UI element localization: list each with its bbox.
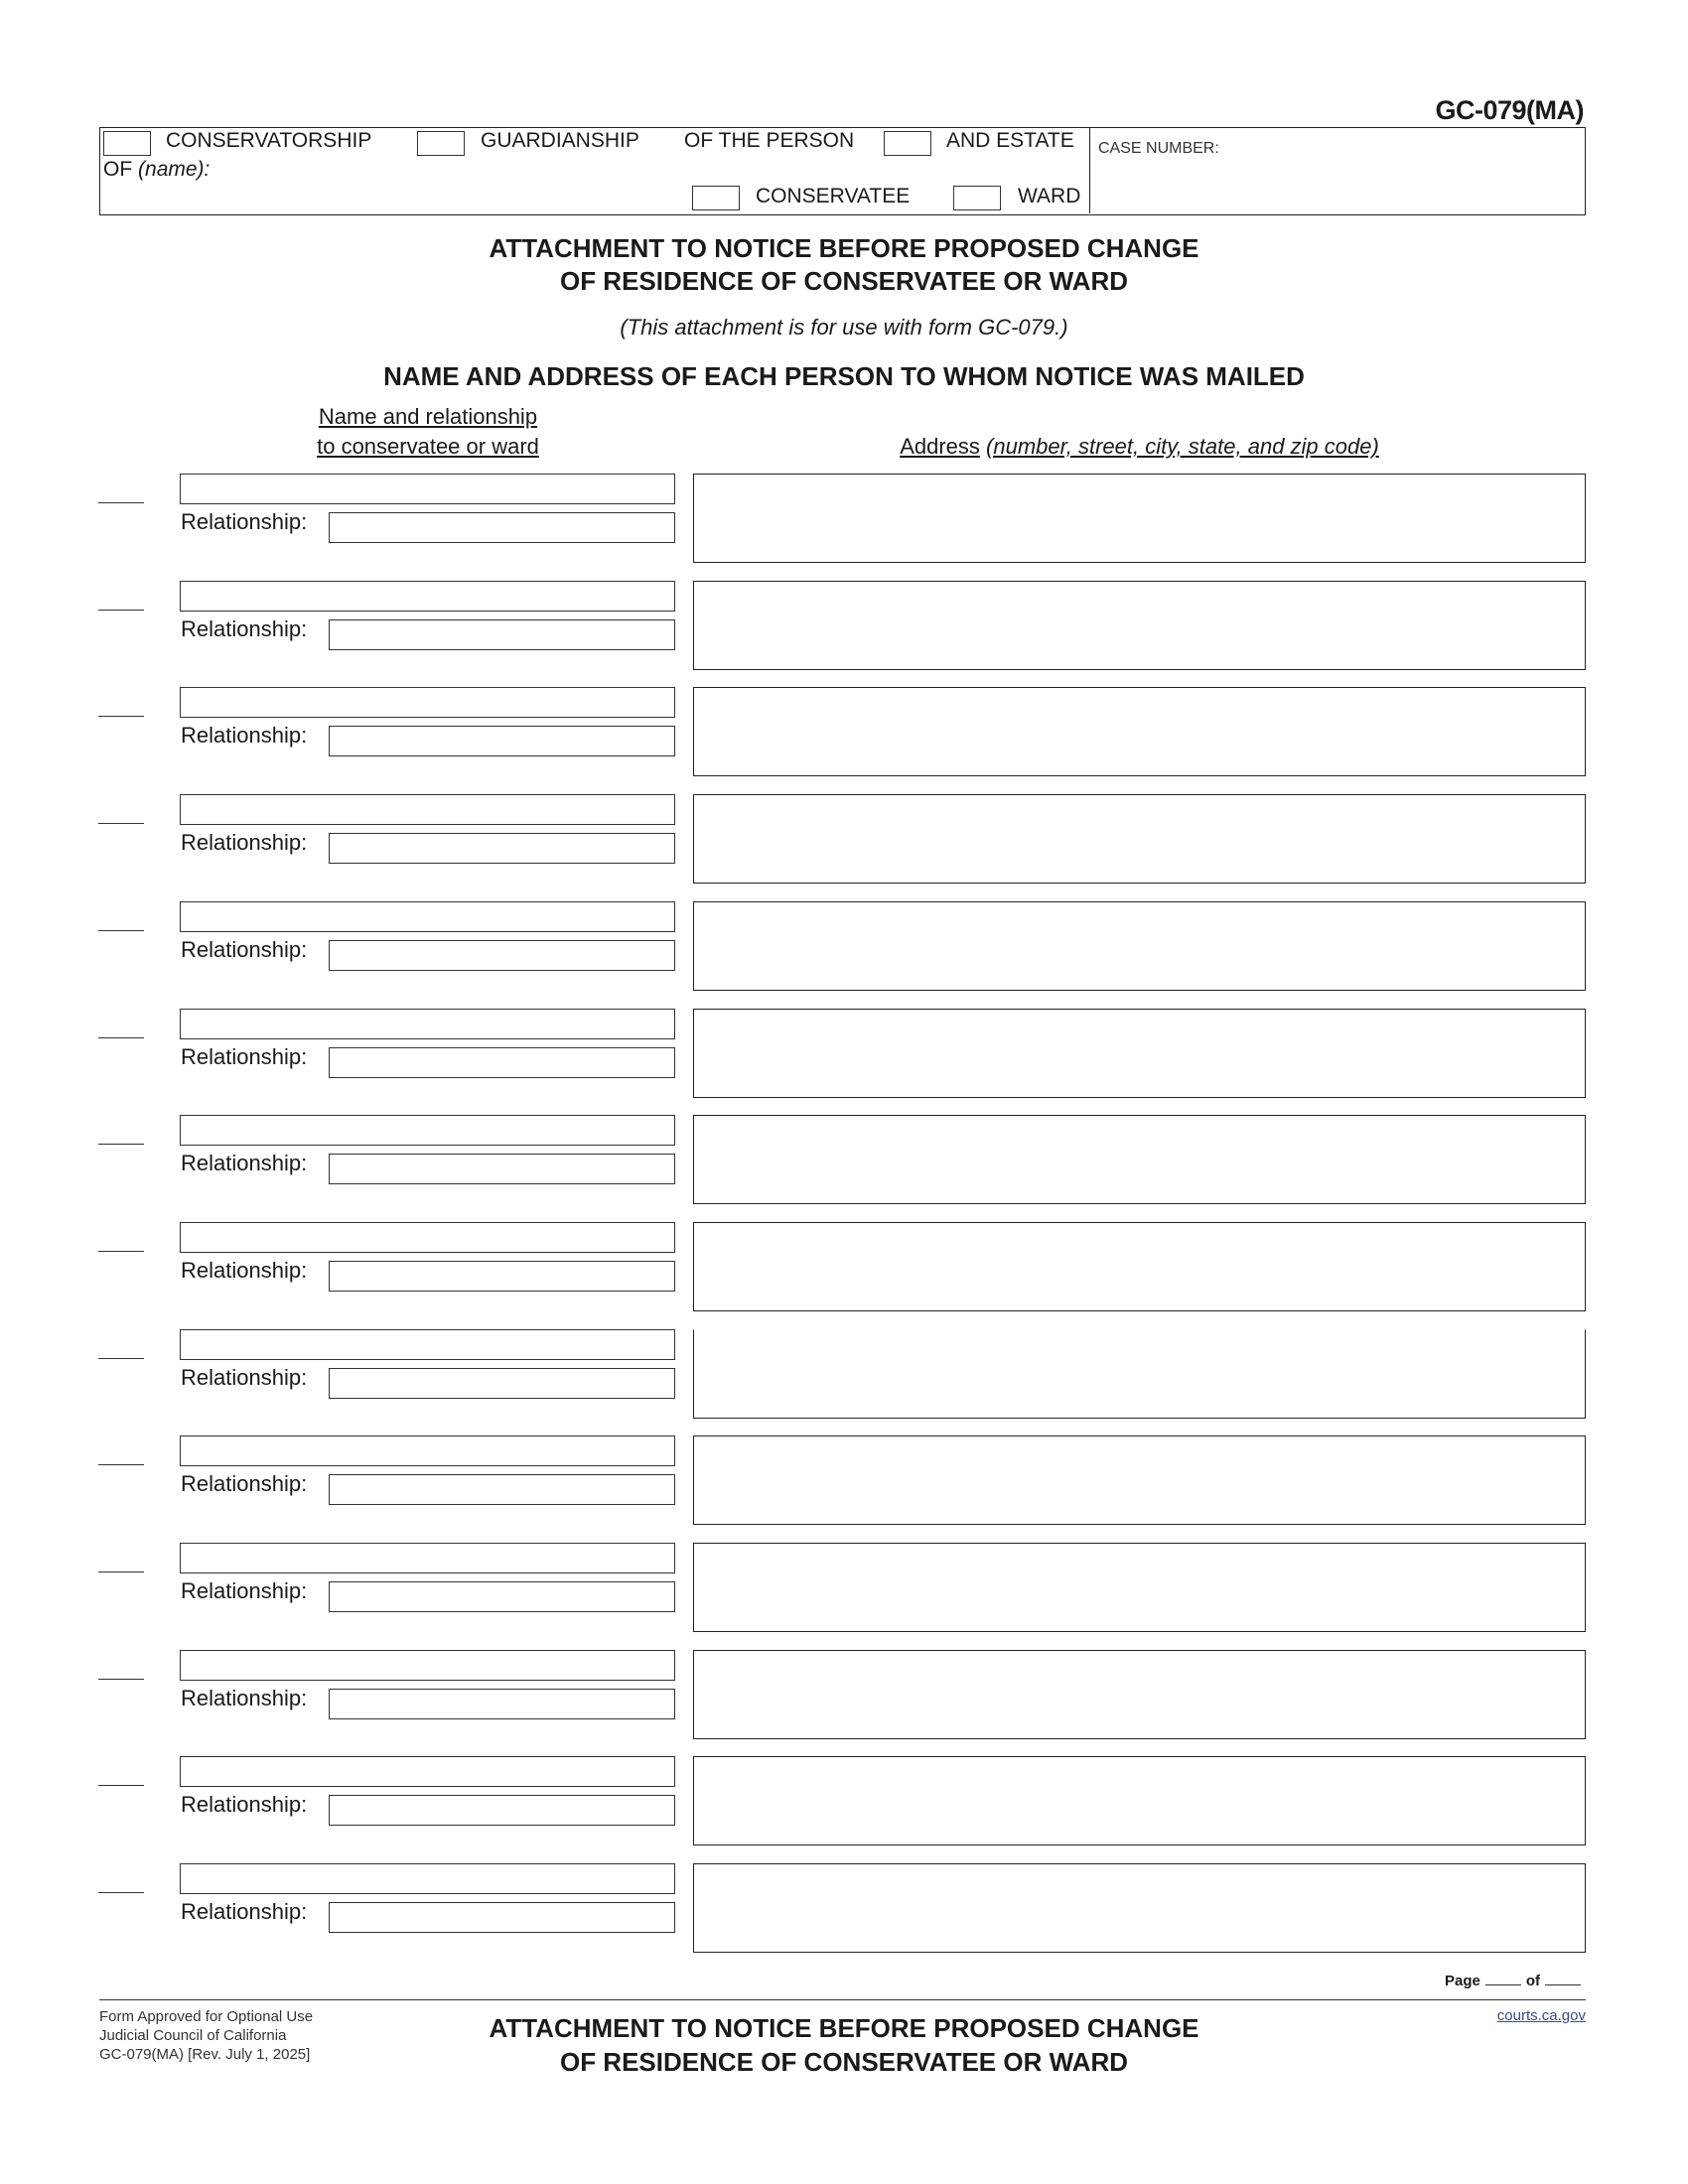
name-field[interactable] <box>180 1222 675 1253</box>
relationship-input[interactable] <box>330 513 674 542</box>
relationship-label: Relationship: <box>181 1151 308 1176</box>
relationship-label: Relationship: <box>181 1471 308 1497</box>
entry-number-blank[interactable] <box>98 1571 144 1572</box>
entry-row <box>0 1009 1688 1108</box>
relationship-field[interactable] <box>329 619 675 650</box>
name-label: (name): <box>138 158 211 181</box>
case-number-box <box>1089 128 1585 213</box>
footer-title <box>0 2011 1688 2079</box>
relationship-input[interactable] <box>330 1048 674 1077</box>
address-column-hint: (number, street, city, state, and zip code) <box>986 434 1379 459</box>
address-column-label: Address <box>900 434 980 459</box>
name-input[interactable] <box>181 475 674 503</box>
name-input[interactable] <box>181 795 674 824</box>
address-textarea[interactable] <box>694 582 1585 669</box>
relationship-input[interactable] <box>330 727 674 755</box>
name-field[interactable] <box>180 1543 675 1573</box>
relationship-input[interactable] <box>330 1475 674 1504</box>
relationship-field[interactable] <box>329 1368 675 1399</box>
form-code: GC-079(MA) <box>1435 95 1584 125</box>
address-column-header <box>693 432 1586 462</box>
name-field[interactable] <box>180 1009 675 1039</box>
guardianship-label: GUARDIANSHIP <box>481 129 639 152</box>
name-input[interactable] <box>181 1116 674 1145</box>
relationship-field[interactable] <box>329 1689 675 1719</box>
case-number-label: CASE NUMBER: <box>1098 140 1219 157</box>
name-field[interactable] <box>180 474 675 504</box>
address-field[interactable] <box>693 474 1586 563</box>
relationship-input[interactable] <box>330 834 674 863</box>
of-name-label <box>103 158 210 182</box>
address-field[interactable] <box>693 1115 1586 1204</box>
relationship-input[interactable] <box>330 941 674 970</box>
entry-number-blank[interactable] <box>98 1785 144 1786</box>
name-field[interactable] <box>180 901 675 932</box>
relationship-field[interactable] <box>329 512 675 543</box>
page-indicator <box>1445 1973 1586 1989</box>
relationship-label: Relationship: <box>181 723 308 749</box>
name-input[interactable] <box>181 582 674 611</box>
entry-number-blank[interactable] <box>98 1037 144 1038</box>
entry-number-blank[interactable] <box>98 1892 144 1893</box>
entry-number-blank[interactable] <box>98 930 144 931</box>
entry-row <box>0 1543 1688 1642</box>
page-total-blank[interactable] <box>1545 1984 1581 1985</box>
title-line-2: OF RESIDENCE OF CONSERVATEE OR WARD <box>559 266 1129 296</box>
address-field[interactable] <box>693 1009 1586 1098</box>
address-field[interactable] <box>693 1222 1586 1311</box>
name-column-header <box>279 402 577 462</box>
relationship-label: Relationship: <box>181 615 308 641</box>
entry-row <box>0 1756 1688 1855</box>
relationship-label: Relationship: <box>181 1043 308 1069</box>
address-field[interactable] <box>693 1863 1586 1953</box>
guardianship-checkbox[interactable] <box>417 131 465 156</box>
name-column-line-1: Name and relationship <box>318 404 538 429</box>
relationship-label: Relationship: <box>181 1257 308 1283</box>
relationship-field[interactable] <box>329 1581 675 1612</box>
conservatee-checkbox[interactable] <box>692 186 740 210</box>
relationship-field[interactable] <box>329 1474 675 1505</box>
name-input[interactable] <box>181 1223 674 1252</box>
relationship-input[interactable] <box>330 1582 674 1611</box>
relationship-label: Relationship: <box>181 509 308 534</box>
of-label: OF <box>103 158 133 181</box>
entry-row <box>0 1650 1688 1749</box>
page-label: Page <box>1444 1973 1480 1989</box>
relationship-label: Relationship: <box>181 1685 308 1710</box>
entry-row <box>0 1115 1688 1214</box>
page-subtitle: (This attachment is for use with form GC-079.) <box>620 315 1068 340</box>
relationship-field[interactable] <box>329 1902 675 1933</box>
address-field[interactable] <box>693 901 1586 991</box>
relationship-field[interactable] <box>329 833 675 864</box>
address-field[interactable] <box>693 581 1586 670</box>
footer-council: Judicial Council of California <box>99 2027 287 2044</box>
name-field[interactable] <box>180 687 675 718</box>
name-input[interactable] <box>181 902 674 931</box>
courts-website-link[interactable]: courts.ca.gov <box>1496 2007 1586 2024</box>
relationship-label: Relationship: <box>181 1364 308 1390</box>
entry-row <box>0 687 1688 786</box>
relationship-label: Relationship: <box>181 1578 308 1603</box>
section-heading: NAME AND ADDRESS OF EACH PERSON TO WHOM NOTICE WAS MAILED <box>383 361 1305 391</box>
name-field[interactable] <box>180 1756 675 1787</box>
relationship-field[interactable] <box>329 1154 675 1184</box>
relationship-input[interactable] <box>330 1796 674 1825</box>
entry-row <box>0 794 1688 893</box>
address-field[interactable] <box>693 687 1586 776</box>
of-label: of <box>1525 1973 1540 1989</box>
entry-number-blank[interactable] <box>98 1679 144 1680</box>
name-input[interactable] <box>181 1651 674 1680</box>
entry-row <box>0 1222 1688 1321</box>
address-field[interactable] <box>693 1543 1586 1632</box>
address-field[interactable] <box>693 1650 1586 1739</box>
relationship-input[interactable] <box>330 1369 674 1398</box>
title-line-1: ATTACHMENT TO NOTICE BEFORE PROPOSED CHANGE <box>489 233 1199 263</box>
address-textarea[interactable] <box>694 1757 1585 1844</box>
and-estate-label: AND ESTATE <box>946 129 1074 152</box>
entry-number-blank[interactable] <box>98 1251 144 1252</box>
address-field[interactable] <box>693 1329 1586 1419</box>
address-textarea[interactable] <box>694 795 1585 883</box>
address-textarea[interactable] <box>694 1544 1585 1631</box>
address-textarea[interactable] <box>694 1864 1585 1952</box>
name-input[interactable] <box>181 688 674 717</box>
caption-box <box>99 127 1586 215</box>
name-field[interactable] <box>180 794 675 825</box>
relationship-label: Relationship: <box>181 830 308 856</box>
entry-row <box>0 581 1688 680</box>
relationship-input[interactable] <box>330 1903 674 1932</box>
relationship-input[interactable] <box>330 1690 674 1718</box>
name-input[interactable] <box>181 1330 674 1359</box>
name-field[interactable] <box>180 1329 675 1360</box>
ward-label: WARD <box>1018 185 1081 207</box>
name-input[interactable] <box>181 1757 674 1786</box>
address-field[interactable] <box>693 794 1586 884</box>
of-the-person-label: OF THE PERSON <box>684 129 855 152</box>
entry-number-blank[interactable] <box>98 716 144 717</box>
address-textarea[interactable] <box>694 1223 1585 1310</box>
address-textarea[interactable] <box>694 1010 1585 1097</box>
name-input[interactable] <box>181 1436 674 1465</box>
ward-checkbox[interactable] <box>953 186 1001 210</box>
name-field[interactable] <box>180 1650 675 1681</box>
relationship-label: Relationship: <box>181 1899 308 1925</box>
name-field[interactable] <box>180 581 675 612</box>
entry-row <box>0 1863 1688 1963</box>
relationship-input[interactable] <box>330 620 674 649</box>
footer-title-line-2: OF RESIDENCE OF CONSERVATEE OR WARD <box>559 2047 1129 2077</box>
name-column-line-2: to conservatee or ward <box>317 434 539 459</box>
name-input[interactable] <box>181 1864 674 1893</box>
entry-number-blank[interactable] <box>98 1144 144 1145</box>
relationship-input[interactable] <box>330 1262 674 1291</box>
entry-number-blank[interactable] <box>98 502 144 503</box>
conservatorship-label: CONSERVATORSHIP <box>166 129 372 152</box>
page-title <box>0 232 1688 298</box>
address-textarea[interactable] <box>694 1116 1585 1203</box>
relationship-label: Relationship: <box>181 936 308 962</box>
address-textarea[interactable] <box>694 1330 1585 1418</box>
entry-number-blank[interactable] <box>98 1464 144 1465</box>
and-estate-checkbox[interactable] <box>884 131 931 156</box>
relationship-label: Relationship: <box>181 1792 308 1818</box>
conservatorship-checkbox[interactable] <box>103 131 151 156</box>
footer-divider <box>99 1999 1586 2000</box>
name-field[interactable] <box>180 1435 675 1466</box>
name-field[interactable] <box>180 1115 675 1146</box>
conservatee-label: CONSERVATEE <box>756 185 911 207</box>
address-textarea[interactable] <box>694 1651 1585 1738</box>
entry-row <box>0 1435 1688 1535</box>
address-field[interactable] <box>693 1435 1586 1525</box>
entry-row <box>0 1329 1688 1429</box>
entry-row <box>0 901 1688 1001</box>
relationship-field[interactable] <box>329 940 675 971</box>
name-input[interactable] <box>239 156 1073 184</box>
name-field[interactable] <box>180 1863 675 1894</box>
name-input[interactable] <box>181 1544 674 1572</box>
address-textarea[interactable] <box>694 1436 1585 1524</box>
footer-approval: Form Approved for Optional Use <box>99 2008 314 2025</box>
case-number-input[interactable] <box>1094 166 1579 205</box>
entry-number-blank[interactable] <box>98 610 144 611</box>
footer-revision: GC-079(MA) [Rev. July 1, 2025] <box>99 2046 311 2063</box>
footer-title-line-1: ATTACHMENT TO NOTICE BEFORE PROPOSED CHANGE <box>489 2013 1199 2043</box>
address-textarea[interactable] <box>694 475 1585 562</box>
page-number-blank[interactable] <box>1485 1984 1521 1985</box>
entry-row <box>0 474 1688 573</box>
name-input[interactable] <box>181 1010 674 1038</box>
address-field[interactable] <box>693 1756 1586 1845</box>
relationship-input[interactable] <box>330 1155 674 1183</box>
relationship-field[interactable] <box>329 726 675 756</box>
relationship-field[interactable] <box>329 1047 675 1078</box>
relationship-field[interactable] <box>329 1795 675 1826</box>
address-textarea[interactable] <box>694 902 1585 990</box>
entry-number-blank[interactable] <box>98 823 144 824</box>
relationship-field[interactable] <box>329 1261 675 1292</box>
entry-number-blank[interactable] <box>98 1358 144 1359</box>
address-textarea[interactable] <box>694 688 1585 775</box>
